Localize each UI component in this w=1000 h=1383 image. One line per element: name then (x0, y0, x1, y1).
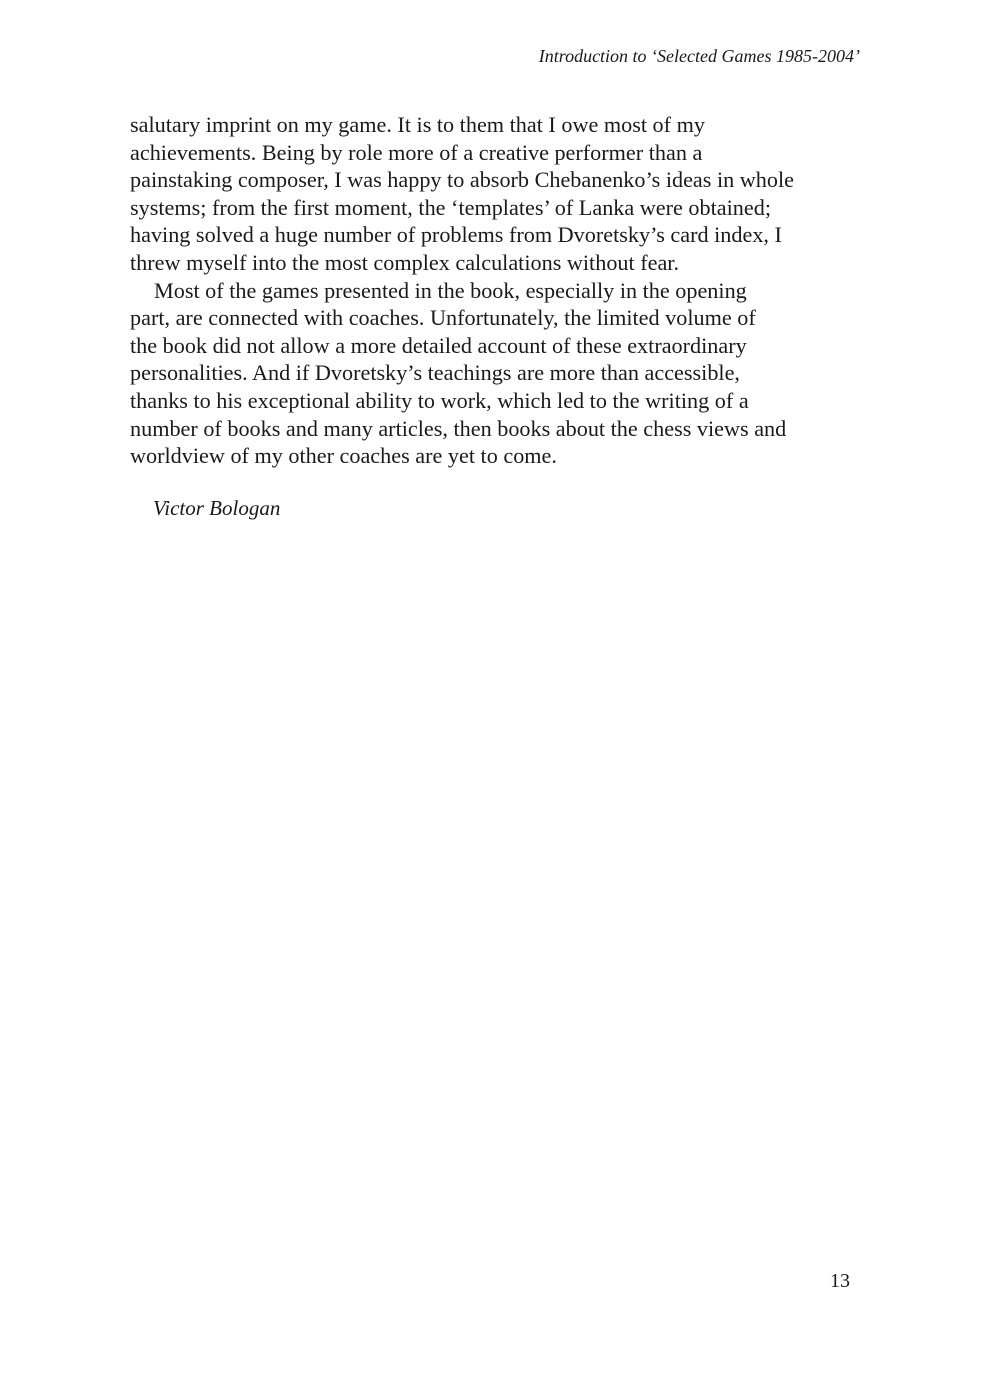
text-line: systems; from the first moment, the ‘templates’ of Lanka were obtained; (130, 194, 771, 220)
text-line: part, are connected with coaches. Unfortunately, the limited volume of (130, 305, 756, 331)
page-number: 13 (830, 1270, 850, 1292)
text-line: achievements. Being by role more of a creative performer than a (130, 139, 703, 165)
running-head-title: Introduction to ‘Selected Games 1985-2004’ (538, 46, 860, 66)
text-line: worldview of my other coaches are yet to come. (130, 443, 557, 469)
paragraph-2 (130, 277, 870, 470)
text-line: threw myself into the most complex calculations without fear. (130, 249, 680, 275)
text-line: number of books and many articles, then books about the chess views and (130, 415, 787, 441)
author-signature: Victor Bologan (153, 496, 281, 520)
paragraph-1 (130, 111, 870, 277)
text-line: having solved a huge number of problems from Dvoretsky’s card index, I (130, 222, 782, 248)
text-line: the book did not allow a more detailed account of these extraordinary (130, 332, 747, 358)
text-line: Most of the games presented in the book, especially in the opening (154, 277, 747, 303)
text-line: painstaking composer, I was happy to absorb Chebanenko’s ideas in whole (130, 167, 794, 193)
body-text (130, 111, 870, 470)
text-line: salutary imprint on my game. It is to them that I owe most of my (130, 112, 705, 137)
text-line: personalities. And if Dvoretsky’s teachings are more than accessible, (130, 360, 740, 386)
text-line: thanks to his exceptional ability to work, which led to the writing of a (130, 387, 749, 413)
